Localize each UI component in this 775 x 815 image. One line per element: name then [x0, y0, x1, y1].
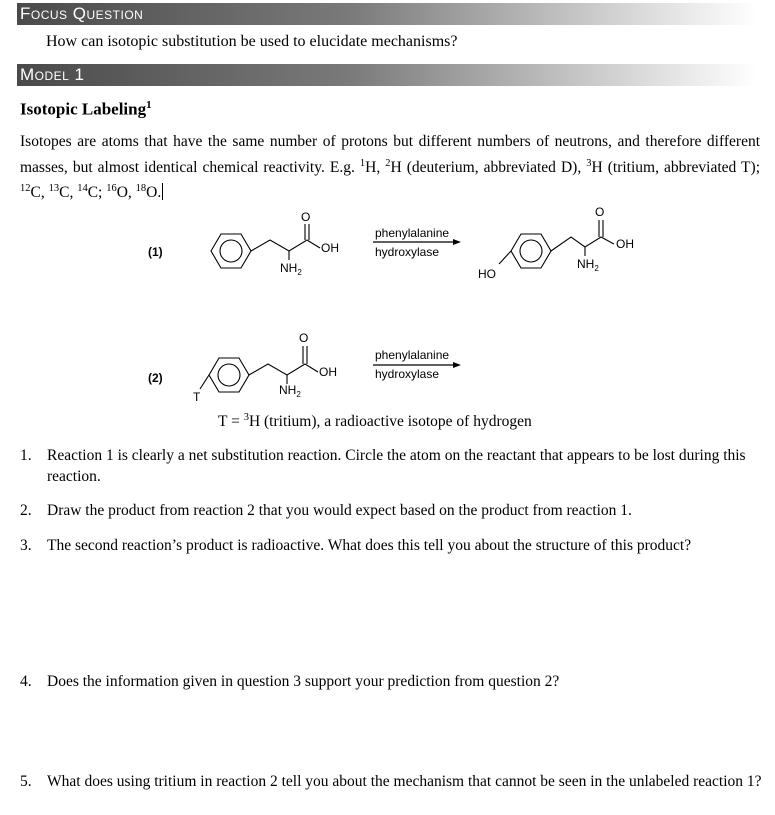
tritium-rest: H (tritium), a radioactive isotope of hydrogen	[248, 413, 532, 431]
question-5	[20, 771, 765, 792]
tritium-definition	[218, 412, 532, 431]
question-4	[20, 671, 765, 692]
question-3	[20, 535, 765, 556]
question-3-number: 3.	[20, 537, 32, 554]
iso-16o-mass: 16	[106, 183, 117, 195]
iso-13c-mass: 13	[48, 183, 60, 195]
reaction-1-label: (1)	[148, 245, 163, 259]
question-1-text: Reaction 1 is clearly a net substitution reaction. Circle the atom on the reactant that appears to be lost during this reaction.	[47, 447, 746, 485]
question-1	[20, 445, 765, 487]
question-3-text: The second reaction’s product is radioactive. What does this tell you about the structure of this product?	[47, 537, 692, 554]
r1-enzyme-line2: hydroxylase	[375, 245, 440, 259]
iso-sep2: ;	[98, 184, 107, 202]
r2-enzyme-line1: phenylalanine	[375, 348, 450, 362]
intro-text: Isotopes are atoms that have the same number of protons but different numbers of neutrons, and therefore different masses, but almost identical chemical reactivity. E.g.	[20, 133, 760, 176]
iso-2h-sym: H	[390, 158, 402, 176]
p1-hydroxyl-bond	[499, 251, 511, 264]
r2-enzyme-line2: hydroxylase	[375, 367, 440, 381]
focus-question-banner-label: Focus Question	[20, 4, 144, 23]
iso-3h-sym: H	[591, 158, 603, 176]
iso-13c-sym: C	[59, 184, 70, 202]
r1-nh-text: NH	[280, 261, 298, 275]
p1-nh2-sub: 2	[594, 264, 599, 273]
iso-2h-mass: 2	[385, 157, 391, 169]
p1-side-chain	[551, 237, 614, 251]
r1-nh2-sub: 2	[297, 268, 302, 277]
iso-sep: ,	[69, 184, 78, 202]
iso-sep: ,	[127, 184, 136, 202]
iso-sep: ,	[376, 158, 386, 176]
r1-enzyme-line1: phenylalanine	[375, 226, 450, 240]
r1-aromatic-circle	[220, 240, 242, 262]
p1-benzene-ring	[511, 234, 551, 268]
iso-18o-sym: O	[146, 184, 158, 202]
r1-carbonyl-o: O	[301, 210, 311, 224]
r1-benzene-ring	[211, 234, 251, 268]
iso-12c-sym: C	[30, 184, 41, 202]
iso-18o-mass: 18	[135, 183, 147, 195]
p1-carbonyl-o: O	[595, 205, 605, 219]
r2-nh-text: NH	[279, 383, 297, 397]
r2-carbonyl-o: O	[299, 331, 309, 345]
question-5-number: 5.	[20, 773, 32, 790]
r1-side-chain	[251, 240, 320, 251]
tritium-mass: 3	[243, 412, 249, 423]
iso-12c-mass: 12	[20, 183, 31, 195]
r1-nh2	[280, 261, 302, 277]
p1-nh-text: NH	[577, 257, 595, 271]
model-banner-label: Model 1	[20, 65, 85, 84]
p1-aromatic-circle	[520, 240, 542, 262]
iso-14c-mass: 14	[77, 183, 88, 195]
p1-oh: OH	[616, 237, 634, 251]
r1-oh: OH	[321, 241, 339, 255]
r2-nh2	[279, 383, 301, 399]
r2-arrow-head	[453, 362, 461, 368]
iso-1h-mass: 1	[359, 157, 366, 169]
intro-end: .	[157, 184, 162, 202]
r1-arrow-head	[453, 239, 461, 245]
section-footnote-mark: 1	[146, 99, 152, 111]
question-4-number: 4.	[20, 673, 32, 690]
iso-sep: ,	[40, 184, 49, 202]
question-2-text: Draw the product from reaction 2 that you would expect based on the product from reaction 1.	[47, 502, 632, 519]
r2-tritium-bond	[200, 375, 209, 389]
p1-ho: HO	[478, 267, 496, 281]
deuterium-note: (deuterium, abbreviated D),	[401, 158, 582, 176]
r2-oh: OH	[319, 365, 337, 379]
iso-16o-sym: O	[116, 184, 128, 202]
r2-nh2-sub: 2	[296, 390, 301, 399]
r2-tritium-t: T	[193, 390, 201, 404]
iso-14c-sym: C	[87, 184, 99, 202]
section-title-text: Isotopic Labeling	[20, 99, 147, 119]
p1-nh2	[577, 257, 599, 273]
question-2	[20, 500, 765, 521]
r2-aromatic-circle	[218, 364, 240, 386]
reaction-2-label: (2)	[148, 371, 163, 385]
iso-3h-mass: 3	[586, 157, 592, 169]
question-1-number: 1.	[20, 447, 32, 464]
question-4-text: Does the information given in question 3 support your prediction from question 2?	[47, 673, 560, 690]
iso-1h-sym: H	[365, 158, 377, 176]
tritium-prefix: T =	[218, 413, 244, 431]
tritium-note-inline: (tritium, abbreviated T);	[602, 158, 760, 176]
question-5-text: What does using tritium in reaction 2 tell you about the mechanism that cannot be seen in the unlabeled reaction 1?	[47, 773, 762, 790]
r2-side-chain	[249, 364, 318, 375]
r2-benzene-ring	[209, 358, 249, 392]
question-2-number: 2.	[20, 502, 32, 519]
focus-question-text: How can isotopic substitution be used to elucidate mechanisms?	[46, 33, 458, 50]
